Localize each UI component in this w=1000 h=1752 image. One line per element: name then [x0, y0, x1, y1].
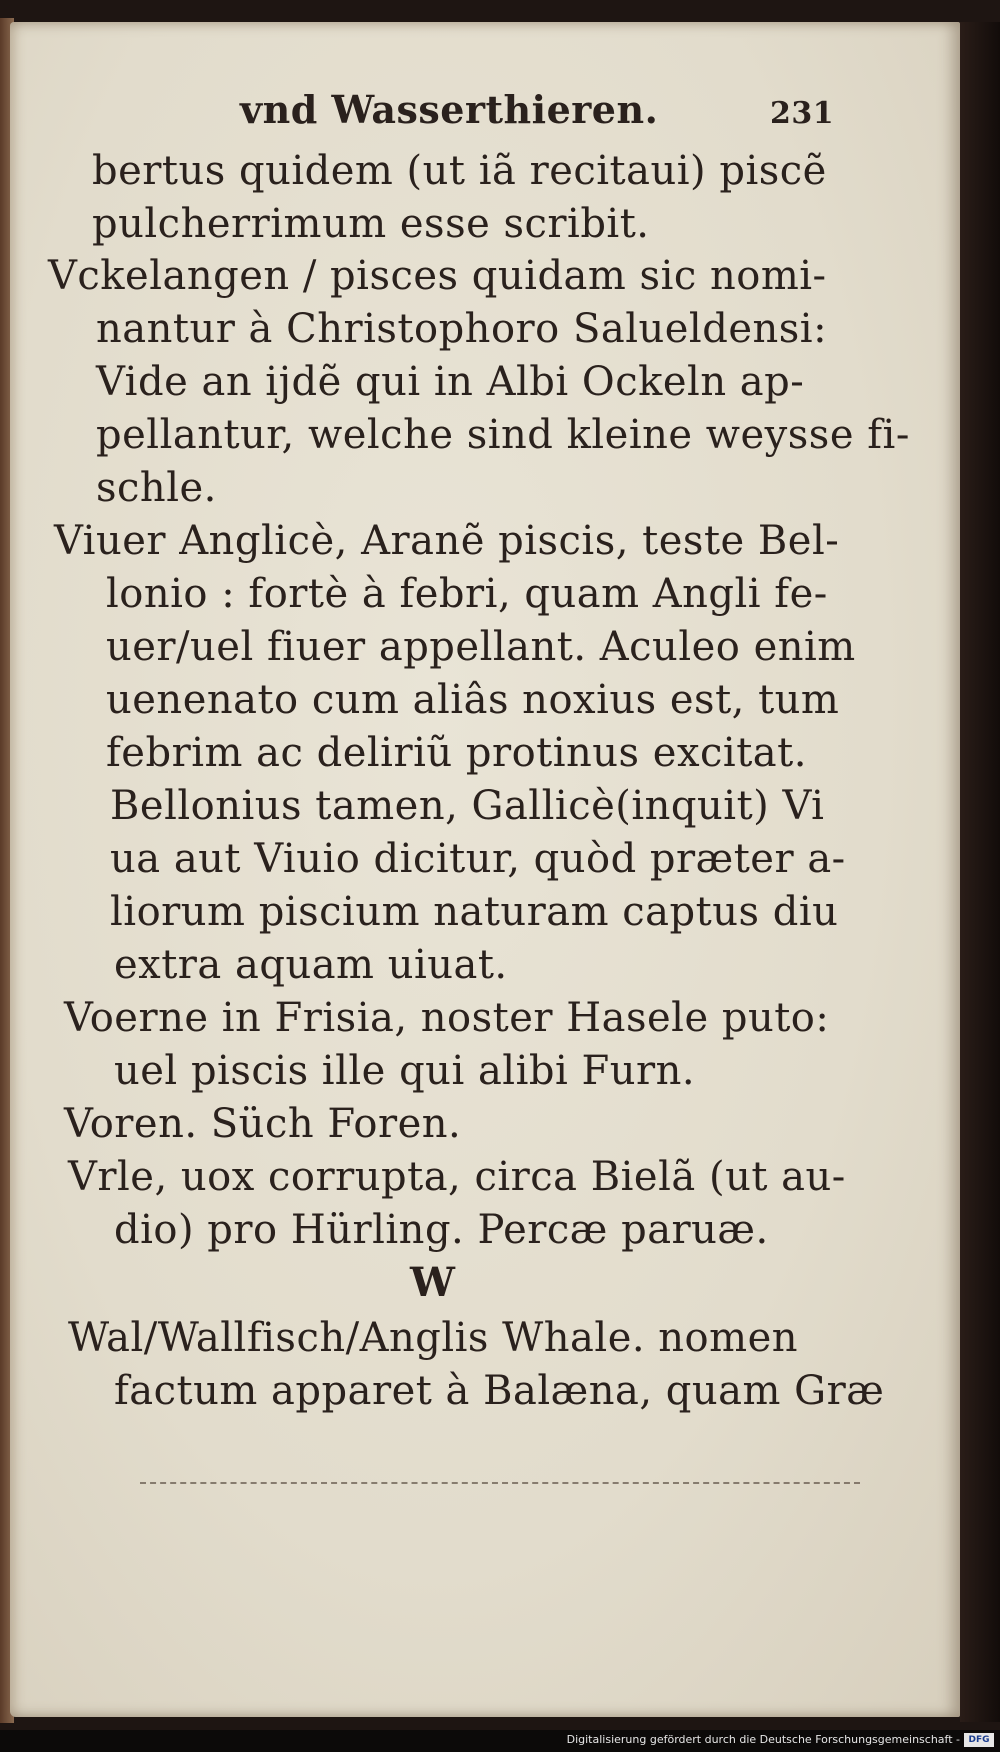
- text-line: extra aquam uiuat.: [114, 942, 508, 988]
- book-page: [10, 22, 960, 1717]
- text-line: liorum piscium naturam captus diu: [110, 889, 839, 935]
- text-line: pellantur, welche sind kleine weysse fi-: [96, 412, 910, 458]
- section-letter: W: [410, 1259, 456, 1306]
- text-line: ua aut Viuio dicitur, quòd præter a-: [110, 836, 846, 882]
- text-line: lonio : fortè à febri, quam Angli fe-: [106, 571, 828, 617]
- text-line: nantur à Christophoro Salueldensi:: [96, 306, 828, 352]
- running-head: vnd Wasserthieren.: [240, 87, 659, 132]
- text-line: Vckelangen / pisces quidam sic nomi-: [48, 253, 827, 299]
- text-line: factum apparet à Balæna, quam Græ: [114, 1368, 885, 1414]
- page-number: 231: [770, 96, 835, 131]
- bottom-rule: [140, 1482, 860, 1484]
- text-line: uenenato cum aliâs noxius est, tum: [106, 677, 840, 723]
- dfg-logo: DFG: [964, 1733, 994, 1747]
- text-line: dio) pro Hürling. Percæ paruæ.: [114, 1207, 769, 1253]
- text-line: febrim ac deliriũ protinus excitat.: [106, 730, 807, 776]
- text-line: Wal/Wallfisch/Anglis Whale. nomen: [68, 1315, 798, 1361]
- binding-shadow: [960, 22, 1000, 1722]
- text-line: Vide an ijdẽ qui in Albi Ockeln ap-: [96, 359, 805, 405]
- text-line: Vrle, uox corrupta, circa Bielã (ut au-: [68, 1154, 846, 1200]
- text-line: schle.: [96, 465, 217, 511]
- text-line: pulcherrimum esse scribit.: [92, 201, 650, 247]
- text-line: uel piscis ille qui alibi Furn.: [114, 1048, 696, 1094]
- text-line: uer/uel fiuer appellant. Aculeo enim: [106, 624, 856, 670]
- page-text: [10, 22, 960, 1717]
- text-line: Viuer Anglicè, Aranẽ piscis, teste Bel-: [54, 518, 840, 564]
- digitization-credit: Digitalisierung gefördert durch die Deutsche Forschungsgemeinschaft -: [566, 1733, 960, 1746]
- text-line: Voerne in Frisia, noster Hasele puto:: [64, 995, 830, 1041]
- text-line: Voren. Süch Foren.: [64, 1101, 462, 1147]
- text-line: bertus quidem (ut iã recitaui) piscẽ: [92, 148, 827, 194]
- text-line: Bellonius tamen, Gallicè(inquit) Vi: [110, 783, 825, 829]
